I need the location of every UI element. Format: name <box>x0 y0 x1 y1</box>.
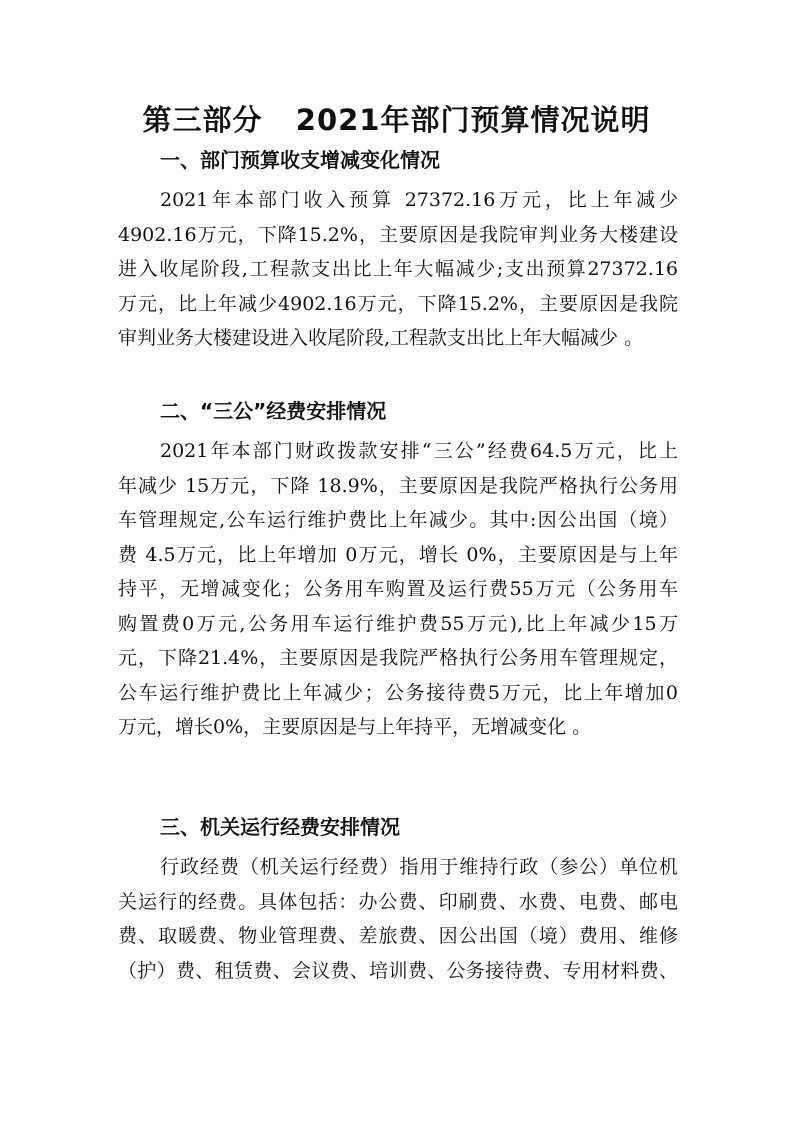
text-line: 万元，增长0%，主要原因是与上年持平，无增减变化 。 <box>118 716 592 738</box>
section-heading-three-public-expenses: 二、“三公”经费安排情况 <box>160 399 387 423</box>
text-line: 行政经费（机关运行经费）指用于维持行政（参公）单位机 <box>160 856 678 878</box>
text-line: 费 4.5万元，比上年增加 0万元，增长 0%，主要原因是与上年 <box>118 543 678 566</box>
paragraph-three-public-expenses <box>118 434 678 745</box>
text-line: 关运行的经费。具体包括：办公费、印刷费、水费、电费、邮电 <box>118 890 678 913</box>
text-line: 元，下降21.4%，主要原因是我院严格执行公务用车管理规定， <box>118 647 678 669</box>
text-line: 持平，无增减变化；公务用车购置及运行费55万元（公务用车 <box>118 578 678 600</box>
paragraph-operating-expenses <box>118 850 678 988</box>
text-line: 万元，比上年减少4902.16万元，下降15.2%，主要原因是我院 <box>118 292 678 315</box>
paragraph-budget-changes <box>118 183 678 356</box>
text-line: 2021年本部门收入预算 27372.16万元，比上年减少 <box>160 189 678 211</box>
text-line: 审判业务大楼建设进入收尾阶段,工程款支出比上年大幅减少 。 <box>118 327 644 349</box>
text-line: 购置费0万元,公务用车运行维护费55万元),比上年减少15万 <box>118 612 678 635</box>
page-title: 第三部分 2021年部门预算情况说明 <box>142 103 651 137</box>
text-line: 4902.16万元，下降15.2%，主要原因是我院审判业务大楼建设 <box>118 223 678 246</box>
text-line: 公车运行维护费比上年减少；公务接待费5万元，比上年增加0 <box>118 681 678 704</box>
text-line: 年减少 15万元，下降 18.9%，主要原因是我院严格执行公务用 <box>118 474 678 497</box>
text-line: 进入收尾阶段,工程款支出比上年大幅减少;支出预算27372.16 <box>118 258 678 280</box>
section-heading-budget-changes: 一、部门预算收支增减变化情况 <box>160 148 440 172</box>
text-line: 2021年本部门财政拨款安排“三公”经费64.5万元，比上 <box>160 440 678 462</box>
text-line: 费、取暖费、物业管理费、差旅费、因公出国（境）费用、维修 <box>118 925 678 947</box>
text-line: （护）费、租赁费、会议费、培训费、公务接待费、专用材料费、 <box>118 959 678 982</box>
section-heading-operating-expenses: 三、机关运行经费安排情况 <box>160 815 400 839</box>
text-line: 车管理规定,公车运行维护费比上年减少。其中:因公出国（境） <box>118 509 678 531</box>
